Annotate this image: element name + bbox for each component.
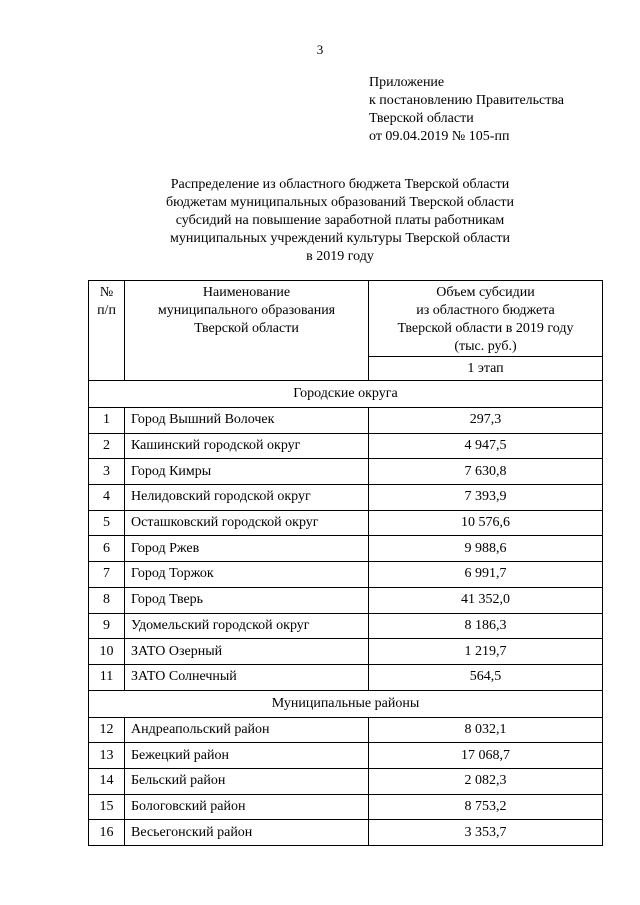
- table-header-row: [89, 281, 603, 357]
- table-row: [89, 408, 603, 434]
- header-value-line: Объем субсидии: [436, 285, 535, 300]
- subsidy-table: [88, 280, 603, 846]
- header-name-line: муниципального образования: [157, 303, 336, 318]
- header-number-cell: [89, 281, 125, 381]
- subsidy-value: 564,5: [369, 664, 603, 690]
- title-line: в 2019 году: [306, 249, 374, 264]
- title-line: субсидий на повышение заработной платы работникам: [175, 213, 505, 228]
- table-row: [89, 536, 603, 562]
- subsidy-value: 2 082,3: [369, 768, 603, 794]
- row-number: 6: [89, 536, 125, 562]
- subsidy-value: 8 753,2: [369, 794, 603, 820]
- table-row: [89, 485, 603, 511]
- table-row: [89, 433, 603, 459]
- header-value-line: Тверской области в 2019 году: [397, 321, 574, 336]
- municipality-name: ЗАТО Солнечный: [125, 664, 369, 690]
- municipality-name: Город Кимры: [125, 459, 369, 485]
- municipality-name: Кашинский городской округ: [125, 433, 369, 459]
- section-title: Городские округа: [89, 381, 603, 408]
- municipality-name: Бежецкий район: [125, 743, 369, 769]
- appendix-line: Приложение: [369, 75, 445, 90]
- title-line: муниципальных учреждений культуры Тверской области: [169, 231, 511, 246]
- page-number: 3: [316, 42, 324, 57]
- table-row: [89, 562, 603, 588]
- header-name-cell: [125, 281, 369, 381]
- table-row: [89, 510, 603, 536]
- subsidy-value: 7 393,9: [369, 485, 603, 511]
- municipality-name: ЗАТО Озерный: [125, 639, 369, 665]
- row-number: 4: [89, 485, 125, 511]
- subsidy-value: 41 352,0: [369, 587, 603, 613]
- appendix-block: [369, 74, 564, 146]
- row-number: 15: [89, 794, 125, 820]
- row-number: 13: [89, 743, 125, 769]
- row-number: 8: [89, 587, 125, 613]
- municipality-name: Город Торжок: [125, 562, 369, 588]
- municipality-name: Город Ржев: [125, 536, 369, 562]
- row-number: 11: [89, 664, 125, 690]
- municipality-name: Город Вышний Волочек: [125, 408, 369, 434]
- municipality-name: Весьегонский район: [125, 820, 369, 846]
- section-header-row: [89, 690, 603, 717]
- table-row: [89, 639, 603, 665]
- row-number: 7: [89, 562, 125, 588]
- row-number: 14: [89, 768, 125, 794]
- table-row: [89, 664, 603, 690]
- table-row: [89, 794, 603, 820]
- municipality-name: Бологовский район: [125, 794, 369, 820]
- header-value-cell: [369, 281, 603, 357]
- header-value-line: из областного бюджета: [416, 303, 555, 318]
- header-name-line: Тверской области: [194, 321, 299, 336]
- municipality-name: Андреапольский район: [125, 717, 369, 743]
- table-row: [89, 459, 603, 485]
- municipality-name: Бельский район: [125, 768, 369, 794]
- subsidy-value: 7 630,8: [369, 459, 603, 485]
- table-row: [89, 820, 603, 846]
- table-row: [89, 717, 603, 743]
- row-number: 12: [89, 717, 125, 743]
- header-value-line: (тыс. руб.): [454, 339, 517, 354]
- subsidy-value: 297,3: [369, 408, 603, 434]
- stage-cell: 1 этап: [369, 357, 603, 381]
- subsidy-value: 8 032,1: [369, 717, 603, 743]
- subsidy-value: 4 947,5: [369, 433, 603, 459]
- row-number: 2: [89, 433, 125, 459]
- row-number: 5: [89, 510, 125, 536]
- subsidy-value: 17 068,7: [369, 743, 603, 769]
- subsidy-value: 10 576,6: [369, 510, 603, 536]
- row-number: 3: [89, 459, 125, 485]
- subsidy-value: 3 353,7: [369, 820, 603, 846]
- appendix-line: от 09.04.2019 № 105-пп: [369, 129, 510, 144]
- header-name-line: Наименование: [202, 285, 291, 300]
- header-number-line: п/п: [97, 303, 116, 318]
- row-number: 10: [89, 639, 125, 665]
- table-row: [89, 768, 603, 794]
- subsidy-value: 6 991,7: [369, 562, 603, 588]
- table-row: [89, 743, 603, 769]
- row-number: 16: [89, 820, 125, 846]
- header-number-line: №: [99, 285, 114, 300]
- appendix-line: к постановлению Правительства: [369, 93, 565, 108]
- document-title: [120, 176, 560, 266]
- table-row: [89, 587, 603, 613]
- row-number: 1: [89, 408, 125, 434]
- subsidy-value: 1 219,7: [369, 639, 603, 665]
- table-body: [89, 381, 603, 846]
- subsidy-value: 9 988,6: [369, 536, 603, 562]
- section-title: Муниципальные районы: [89, 690, 603, 717]
- municipality-name: Удомельский городской округ: [125, 613, 369, 639]
- municipality-name: Нелидовский городской округ: [125, 485, 369, 511]
- row-number: 9: [89, 613, 125, 639]
- table-row: [89, 613, 603, 639]
- title-line: бюджетам муниципальных образований Тверской области: [165, 195, 515, 210]
- title-line: Распределение из областного бюджета Тверской области: [170, 177, 510, 192]
- subsidy-value: 8 186,3: [369, 613, 603, 639]
- municipality-name: Осташковский городской округ: [125, 510, 369, 536]
- section-header-row: [89, 381, 603, 408]
- appendix-line: Тверской области: [369, 111, 474, 126]
- municipality-name: Город Тверь: [125, 587, 369, 613]
